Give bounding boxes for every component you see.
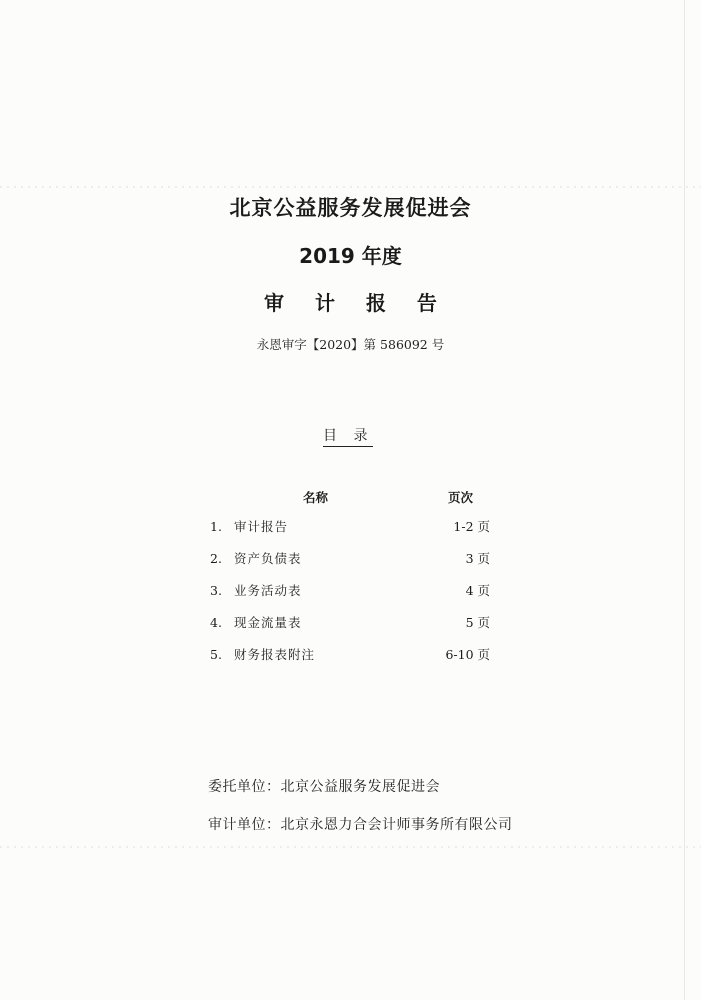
- report-type-title: 审 计 报 告: [264, 291, 449, 315]
- entrusting-unit-label: 委托单位：: [208, 779, 281, 795]
- toc-row: [210, 614, 490, 632]
- toc-item-name: 业务活动表: [234, 583, 302, 598]
- toc-item-number: 4.: [210, 615, 222, 630]
- toc-item-page: 1-2 页: [453, 519, 490, 534]
- toc-item-number: 2.: [210, 551, 222, 566]
- toc-item-name: 财务报表附注: [234, 647, 316, 662]
- organization-title: 北京公益服务发展促进会: [229, 196, 472, 220]
- toc-row: [210, 550, 490, 568]
- entrusting-unit: [208, 777, 440, 797]
- toc-item-page: 4 页: [465, 583, 490, 598]
- toc-item-page: 6-10 页: [445, 647, 490, 662]
- toc-column-name: 名称: [303, 490, 329, 505]
- audit-unit-value: 北京永恩力合会计师事务所有限公司: [280, 817, 513, 833]
- toc-row: [210, 582, 490, 600]
- toc-item-number: 3.: [210, 583, 222, 598]
- scan-artifact: [0, 186, 701, 188]
- toc-column-page: 页次: [448, 490, 474, 505]
- toc-row: [210, 518, 490, 536]
- toc-item-name: 审计报告: [234, 519, 289, 534]
- scan-edge-line: [684, 0, 685, 1000]
- year-title: 2019 年度: [299, 244, 402, 268]
- toc-item-page: 3 页: [465, 551, 490, 566]
- reference-number: 永恩审字【2020】第 586092 号: [256, 337, 445, 352]
- entrusting-unit-value: 北京公益服务发展促进会: [280, 779, 440, 795]
- toc-row: [210, 646, 490, 664]
- toc-item-name: 现金流量表: [234, 615, 302, 630]
- scan-artifact: [0, 846, 701, 848]
- toc-item-page: 5 页: [465, 615, 490, 630]
- toc-item-name: 资产负债表: [234, 551, 302, 566]
- toc-item-number: 1.: [210, 519, 222, 534]
- audit-unit: [208, 815, 513, 835]
- toc-item-number: 5.: [210, 647, 222, 662]
- toc-heading: 目 录: [323, 427, 373, 447]
- audit-unit-label: 审计单位：: [208, 817, 281, 833]
